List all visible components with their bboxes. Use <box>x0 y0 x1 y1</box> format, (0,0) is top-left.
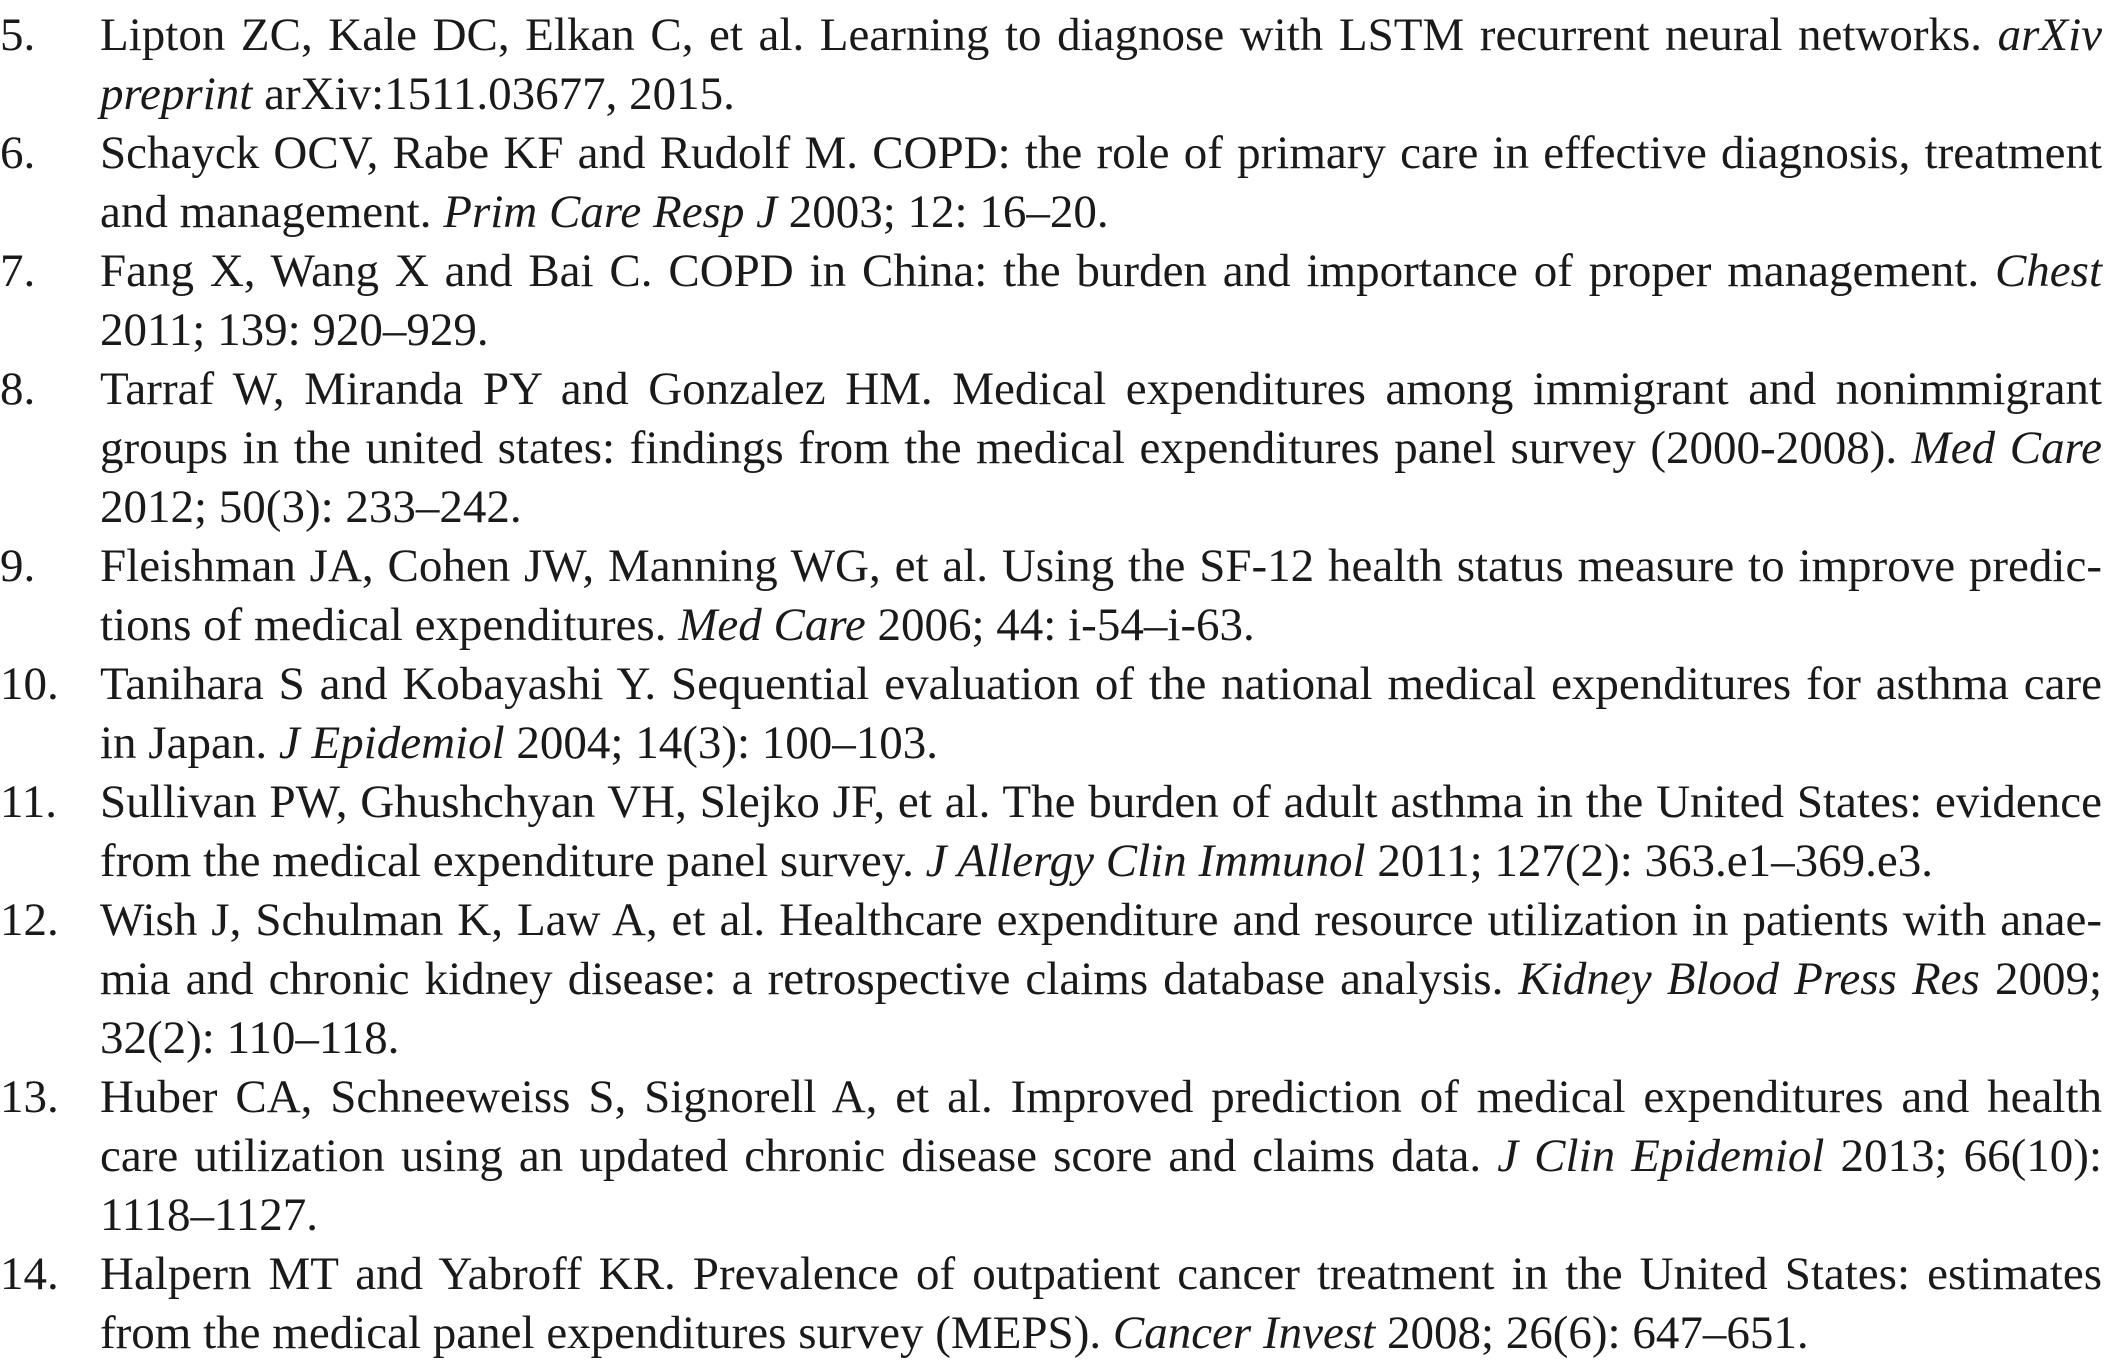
reference-text: Halpern MT and Yabroff KR. Prevalence of outpatient cancer treatment in the United States: estimates from the medical panel expenditures survey (MEPS). <box>100 1248 2102 1359</box>
reference-journal: Prim Care Resp J <box>443 186 777 238</box>
reference-number: 5. <box>0 9 36 61</box>
reference-number: 7. <box>0 245 36 297</box>
reference-journal: Kidney Blood Press Res <box>1518 953 1980 1005</box>
reference-number: 14. <box>0 1248 59 1300</box>
reference-citation: 2013; 66(10): 1118–1127. <box>100 1130 2103 1241</box>
reference-item <box>0 891 2116 1068</box>
reference-number: 13. <box>0 1071 59 1123</box>
reference-journal: J Allergy Clin Immunol <box>925 835 1366 887</box>
reference-journal: J Clin Epidemiol <box>1497 1130 1825 1182</box>
reference-text: Huber CA, Schneeweiss S, Signorell A, et al. Improved prediction of medical expenditures and health care utilization using an updated chronic disease score and claims data. <box>100 1071 2102 1182</box>
reference-journal: Med Care <box>678 599 866 651</box>
reference-number: 9. <box>0 540 36 592</box>
reference-text: Fleishman JA, Cohen JW, Manning WG, et al. Using the SF-12 health status measure to improve predictions of medical expenditures. <box>100 540 2102 651</box>
reference-citation: 2003; 12: 16–20. <box>776 186 1109 238</box>
reference-text: Tarraf W, Miranda PY and Gonzalez HM. Medical expenditures among immigrant and nonimmigrant groups in the united states: findings from the medical expenditures panel survey (2000-2008). <box>100 363 2102 474</box>
reference-citation: 2011; 139: 920–929. <box>100 304 489 356</box>
reference-citation: 2008; 26(6): 647–651. <box>1375 1307 1809 1359</box>
reference-text: Sullivan PW, Ghushchyan VH, Slejko JF, et al. The burden of adult asthma in the United States: evidence from the medical expenditure panel survey. <box>100 776 2102 887</box>
reference-number: 6. <box>0 127 36 179</box>
reference-citation: 2004; 14(3): 100–103. <box>504 717 939 769</box>
reference-number: 10. <box>0 658 59 710</box>
reference-item <box>0 1068 2116 1245</box>
reference-number: 12. <box>0 894 59 946</box>
reference-text: Lipton ZC, Kale DC, Elkan C, et al. Learning to diagnose with LSTM recurrent neural networks. <box>100 9 1998 61</box>
reference-citation: 2006; 44: i-54–i-63. <box>865 599 1255 651</box>
reference-journal: Cancer Invest <box>1112 1307 1376 1359</box>
reference-item <box>0 537 2116 655</box>
reference-item <box>0 1245 2116 1363</box>
reference-number: 8. <box>0 363 36 415</box>
reference-text: Fang X, Wang X and Bai C. COPD in China: the burden and importance of proper management. <box>100 245 1995 297</box>
reference-item <box>0 360 2116 537</box>
reference-number: 11. <box>0 776 58 828</box>
reference-item <box>0 6 2116 124</box>
reference-list <box>0 6 2116 1363</box>
reference-citation: 2012; 50(3): 233–242. <box>100 481 522 533</box>
reference-text: Tanihara S and Kobayashi Y. Sequential evaluation of the national medical expenditures for asthma care in Japan. <box>100 658 2102 769</box>
reference-journal: Chest <box>1994 245 2102 297</box>
reference-journal: arXiv preprint <box>100 9 2102 120</box>
reference-item <box>0 242 2116 360</box>
reference-item <box>0 773 2116 891</box>
reference-journal: J Epidemiol <box>278 717 505 769</box>
reference-citation: 2009; 32(2): 110–118. <box>100 953 2102 1064</box>
reference-item <box>0 655 2116 773</box>
reference-citation: 2011; 127(2): 363.e1–369.e3. <box>1365 835 1933 887</box>
reference-citation: arXiv:1511.03677, 2015. <box>252 68 735 120</box>
reference-journal: Med Care <box>1911 422 2102 474</box>
reference-text: Schayck OCV, Rabe KF and Rudolf M. COPD: the role of primary care in effective diagnosis, treatment and management. <box>100 127 2102 238</box>
reference-item <box>0 124 2116 242</box>
reference-text: Wish J, Schulman K, Law A, et al. Healthcare expenditure and resource utilization in patients with anaemia and chronic kidney disease: a retrospective claims database analysis. <box>100 894 2102 1005</box>
